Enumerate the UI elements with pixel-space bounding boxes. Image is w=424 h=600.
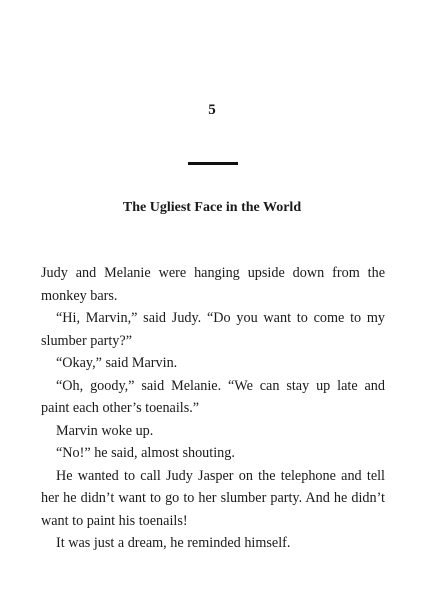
paragraph: “No!” he said, almost shouting. — [56, 445, 235, 461]
chapter-title: The Ugliest Face in the World — [122, 200, 302, 215]
chapter-body — [41, 262, 385, 555]
paragraph: “Hi, Marvin,” said Judy. “Do you want to come to my slumber party?” — [41, 310, 385, 349]
chapter-number: 5 — [208, 102, 216, 118]
chapter-divider — [188, 162, 238, 165]
paragraph: It was just a dream, he reminded himself. — [56, 535, 291, 551]
paragraph: “Oh, goody,” said Melanie. “We can stay up late and paint each other’s toenails.” — [41, 377, 385, 416]
paragraph: “Okay,” said Marvin. — [56, 355, 178, 371]
paragraph: Judy and Melanie were hanging upside down from the monkey bars. — [41, 265, 385, 304]
paragraph: He wanted to call Judy Jasper on the telephone and tell her he didn’t want to go to her slumber party. And he didn’t want to paint his toenails! — [41, 467, 385, 529]
paragraph: Marvin woke up. — [56, 422, 154, 439]
